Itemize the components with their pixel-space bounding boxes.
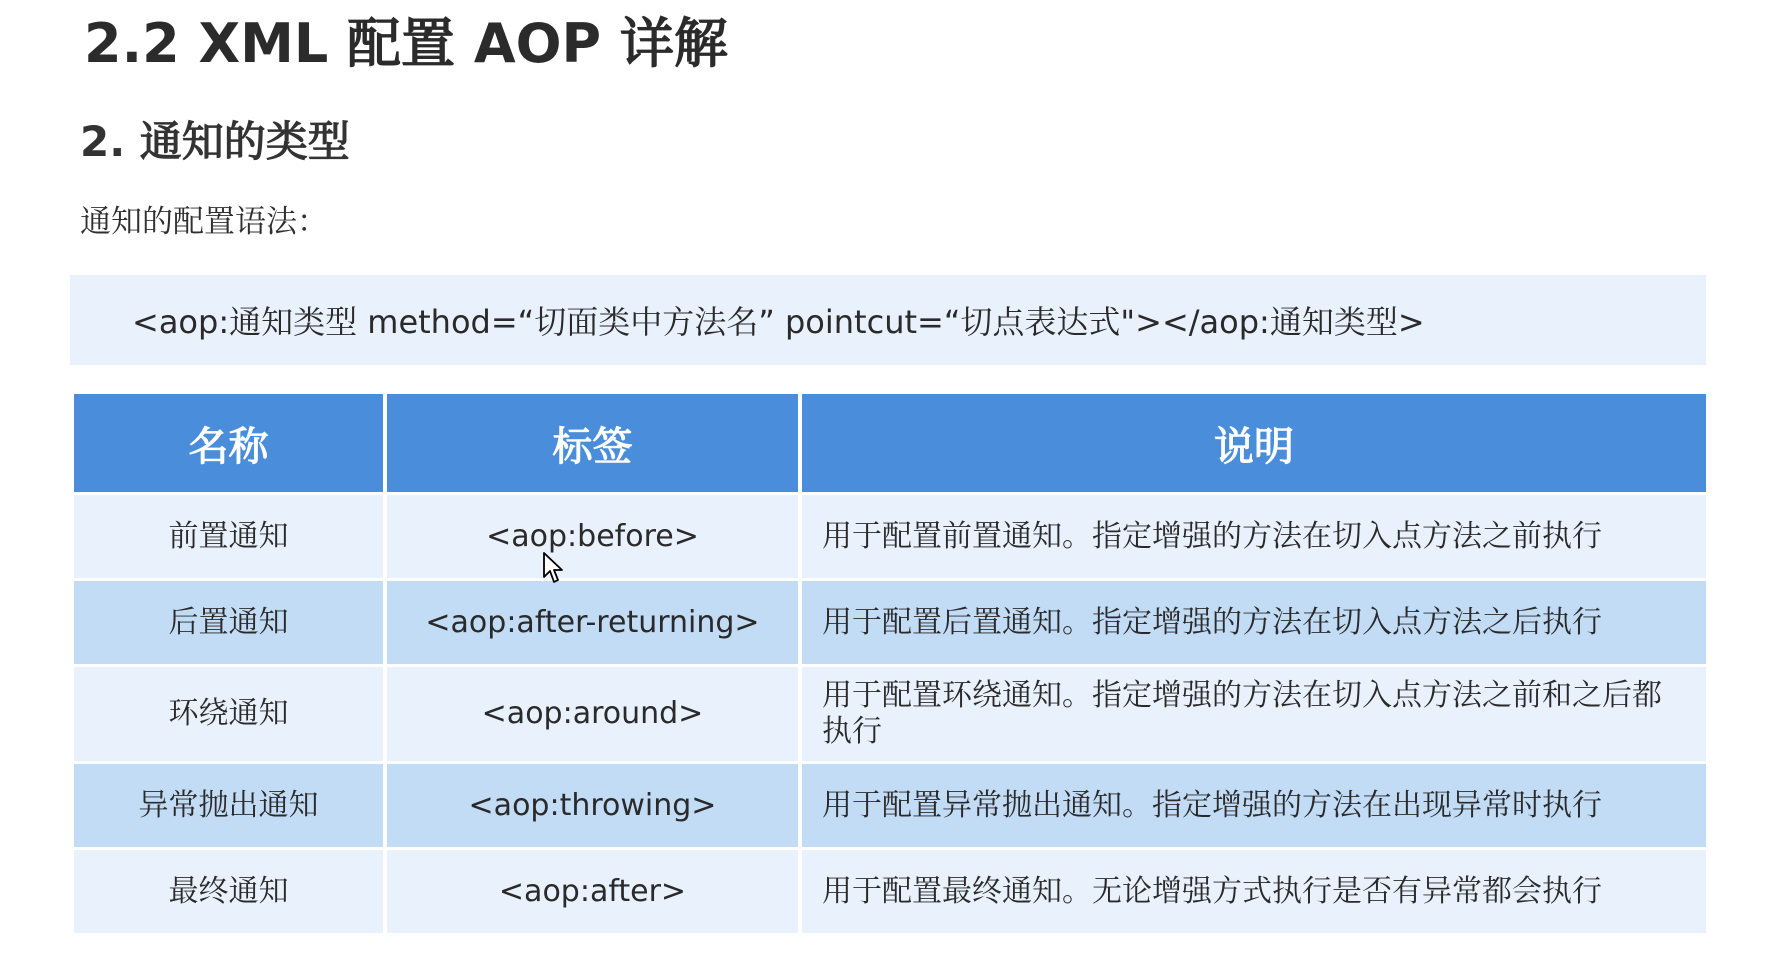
advice-types-table (74, 394, 1706, 933)
header-tag: 标签 (385, 394, 800, 494)
cell-advice-name: 最终通知 (74, 849, 385, 934)
cell-advice-tag: <aop:throwing> (385, 763, 800, 849)
page-title: 2.2 XML 配置 AOP 详解 (84, 12, 728, 75)
table-row (74, 494, 1706, 580)
cell-advice-name: 前置通知 (74, 494, 385, 580)
cell-advice-name: 异常抛出通知 (74, 763, 385, 849)
header-name: 名称 (74, 394, 385, 494)
cell-advice-tag: <aop:around> (385, 666, 800, 763)
section-title: 2. 通知的类型 (80, 117, 350, 166)
syntax-code: <aop:通知类型 method=“切面类中方法名” pointcut=“切点表达式"></aop:通知类型> (132, 303, 1425, 341)
table-row (74, 580, 1706, 666)
cell-advice-tag: <aop:after> (385, 849, 800, 934)
cell-advice-description: 用于配置后置通知。指定增强的方法在切入点方法之后执行 (800, 580, 1706, 666)
mouse-pointer-icon (542, 551, 564, 585)
cell-advice-name: 环绕通知 (74, 666, 385, 763)
header-description: 说明 (800, 394, 1706, 494)
cell-advice-description: 用于配置最终通知。无论增强方式执行是否有异常都会执行 (800, 849, 1706, 934)
cell-advice-description: 用于配置环绕通知。指定增强的方法在切入点方法之前和之后都执行 (800, 666, 1706, 763)
syntax-label: 通知的配置语法： (80, 204, 328, 240)
cell-advice-tag: <aop:after-returning> (385, 580, 800, 666)
table-header-row (74, 394, 1706, 494)
table-row (74, 849, 1706, 934)
cell-advice-description: 用于配置前置通知。指定增强的方法在切入点方法之前执行 (800, 494, 1706, 580)
syntax-code-box (70, 275, 1706, 365)
table-row (74, 763, 1706, 849)
table-row (74, 666, 1706, 763)
cell-advice-tag: <aop:before> (385, 494, 800, 580)
cell-advice-name: 后置通知 (74, 580, 385, 666)
cell-advice-description: 用于配置异常抛出通知。指定增强的方法在出现异常时执行 (800, 763, 1706, 849)
